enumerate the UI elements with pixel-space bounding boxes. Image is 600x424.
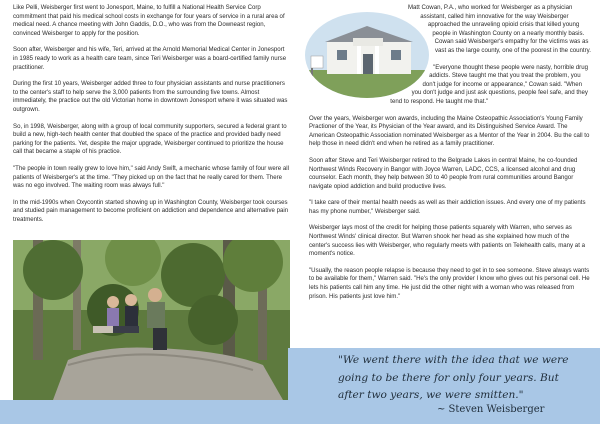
body-paragraph: "I take care of their mental health needs as well as their addiction issues. And every one of my patients has my phone number," Weisberger said. (309, 199, 586, 215)
body-paragraph: Soon after Steve and Teri Weisberger retired to the Belgrade Lakes in central Maine, he co-founded Northwest Winds Recovery in Bangor with Joyce Warren, LADC, CCS, a licensed alcohol and drug counselor. Each month, they help between 30 to 40 people from rural communities around Bangor navigate opiod addiction and build productive lives. (309, 156, 578, 190)
family-on-rock-photo (13, 240, 290, 400)
right-text-column (309, 4, 591, 309)
pull-quote-attribution: ~ Steven Weisberger (437, 404, 545, 415)
body-paragraph: In the mid-1990s when Oxycontin started showing up in Washington County, Weisberger took courses and studied pain management to become proficient on addiction and dependence and alternative pain treatments. (13, 198, 289, 223)
pull-quote-text: "We went there with the idea that we were going to be there for only four years. But after two years, we were smitten." (338, 354, 569, 401)
body-paragraph: Weisberger lays most of the credit for helping those patients squarely with Warren, who serves as Northwest Winds' clinical director. But Warren shook her head as she explained how much of the center's success lies with Weisberger, who regularly meets with patients on Telehealth calls, many at a moment's notice. (309, 224, 585, 258)
body-paragraph: Soon after, Weisberger and his wife, Teri, arrived at the Arnold Memorial Medical Center in Jonesport in 1985 ready to work as a health care team, since Teri Weisberger was a board-certified family nurse practitioner. (13, 46, 287, 71)
body-paragraph: Like Pelli, Weisberger first went to Jonesport, Maine, to fulfill a National Health Service Corp commitment that paid his medical school costs in exchange for four years of service in a rural area of medical need. A chance meeting with John Gaddis, D.O., who was from the Downeast region, convinced Weisberger to apply for the position. (13, 4, 285, 37)
body-paragraph: "The people in town really grew to love him," said Andy Swift, a mechanic whose family of four were all patients of Weisberger's at the time. "They picked up on the fact that he really cared for them. There was no ego involved. The waiting room was always full." (13, 164, 289, 190)
body-paragraph: "Everyone thought these people were nasty, horrible drug addicts. Steve taught me that you treat the problem, you don't judge for income or appearance," Cowan said. "When you don't judge and just ask questions, people feel safe, and they tend to respond. He taught me that." (390, 63, 588, 105)
body-paragraph: "Usually, the reason people relapse is because they need to get in to see someone. Steve always wants to be available for them," Warren said. "He's the only provider I know who gives out his personal cell. He lets his patients call him any time. He just did the other night with a woman who was released from prison. His patients just love him." (309, 266, 590, 300)
body-paragraph: Matt Cowan, P.A., who worked for Weisberger as a physician assistant, called him innovative for the way Weisberger approached the unraveling opioid crisis that killed young people in Washington County on a nearly monthly basis. Cowan said Weisberger's empathy for the victims was as vast as the large county, one of the poorest in the country. (407, 4, 591, 54)
quote-band-left-strip (0, 400, 288, 424)
forest-scene-illustration (13, 240, 290, 400)
body-paragraph: So, in 1998, Weisberger, along with a group of local community supporters, secured a federal grant to build a new, high-tech health center that doubled the space of the practice and provided badly need parking for the patients. Yet, despite the major upgrade, Weisberger continued to prioritize the house call that became a staple of his practice. (13, 122, 287, 156)
health-center-photo (305, 12, 429, 98)
body-paragraph: During the first 10 years, Weisberger added three to four physician assistants and nurse practitioners to the center's staff to help serve the 3,000 patients from the surrounding five towns. Almost immediately, the practice out the old Victorian home in downtown Jonesport where it was situated was outgrown. (13, 80, 288, 113)
health-center-building-illustration (305, 12, 429, 98)
left-text-column (13, 4, 290, 232)
body-paragraph: Over the years, Weisberger won awards, including the Maine Osteopathic Association's Young Family Practioner of the Year, its Physician of the Year award, and its Distinguished Service Award. The American Osteopathic Association nominated Weisberger as a Mentor of the Year in 2004. Bu the call to help those in need didn't end when he retired as a family practitioner. (309, 114, 590, 148)
